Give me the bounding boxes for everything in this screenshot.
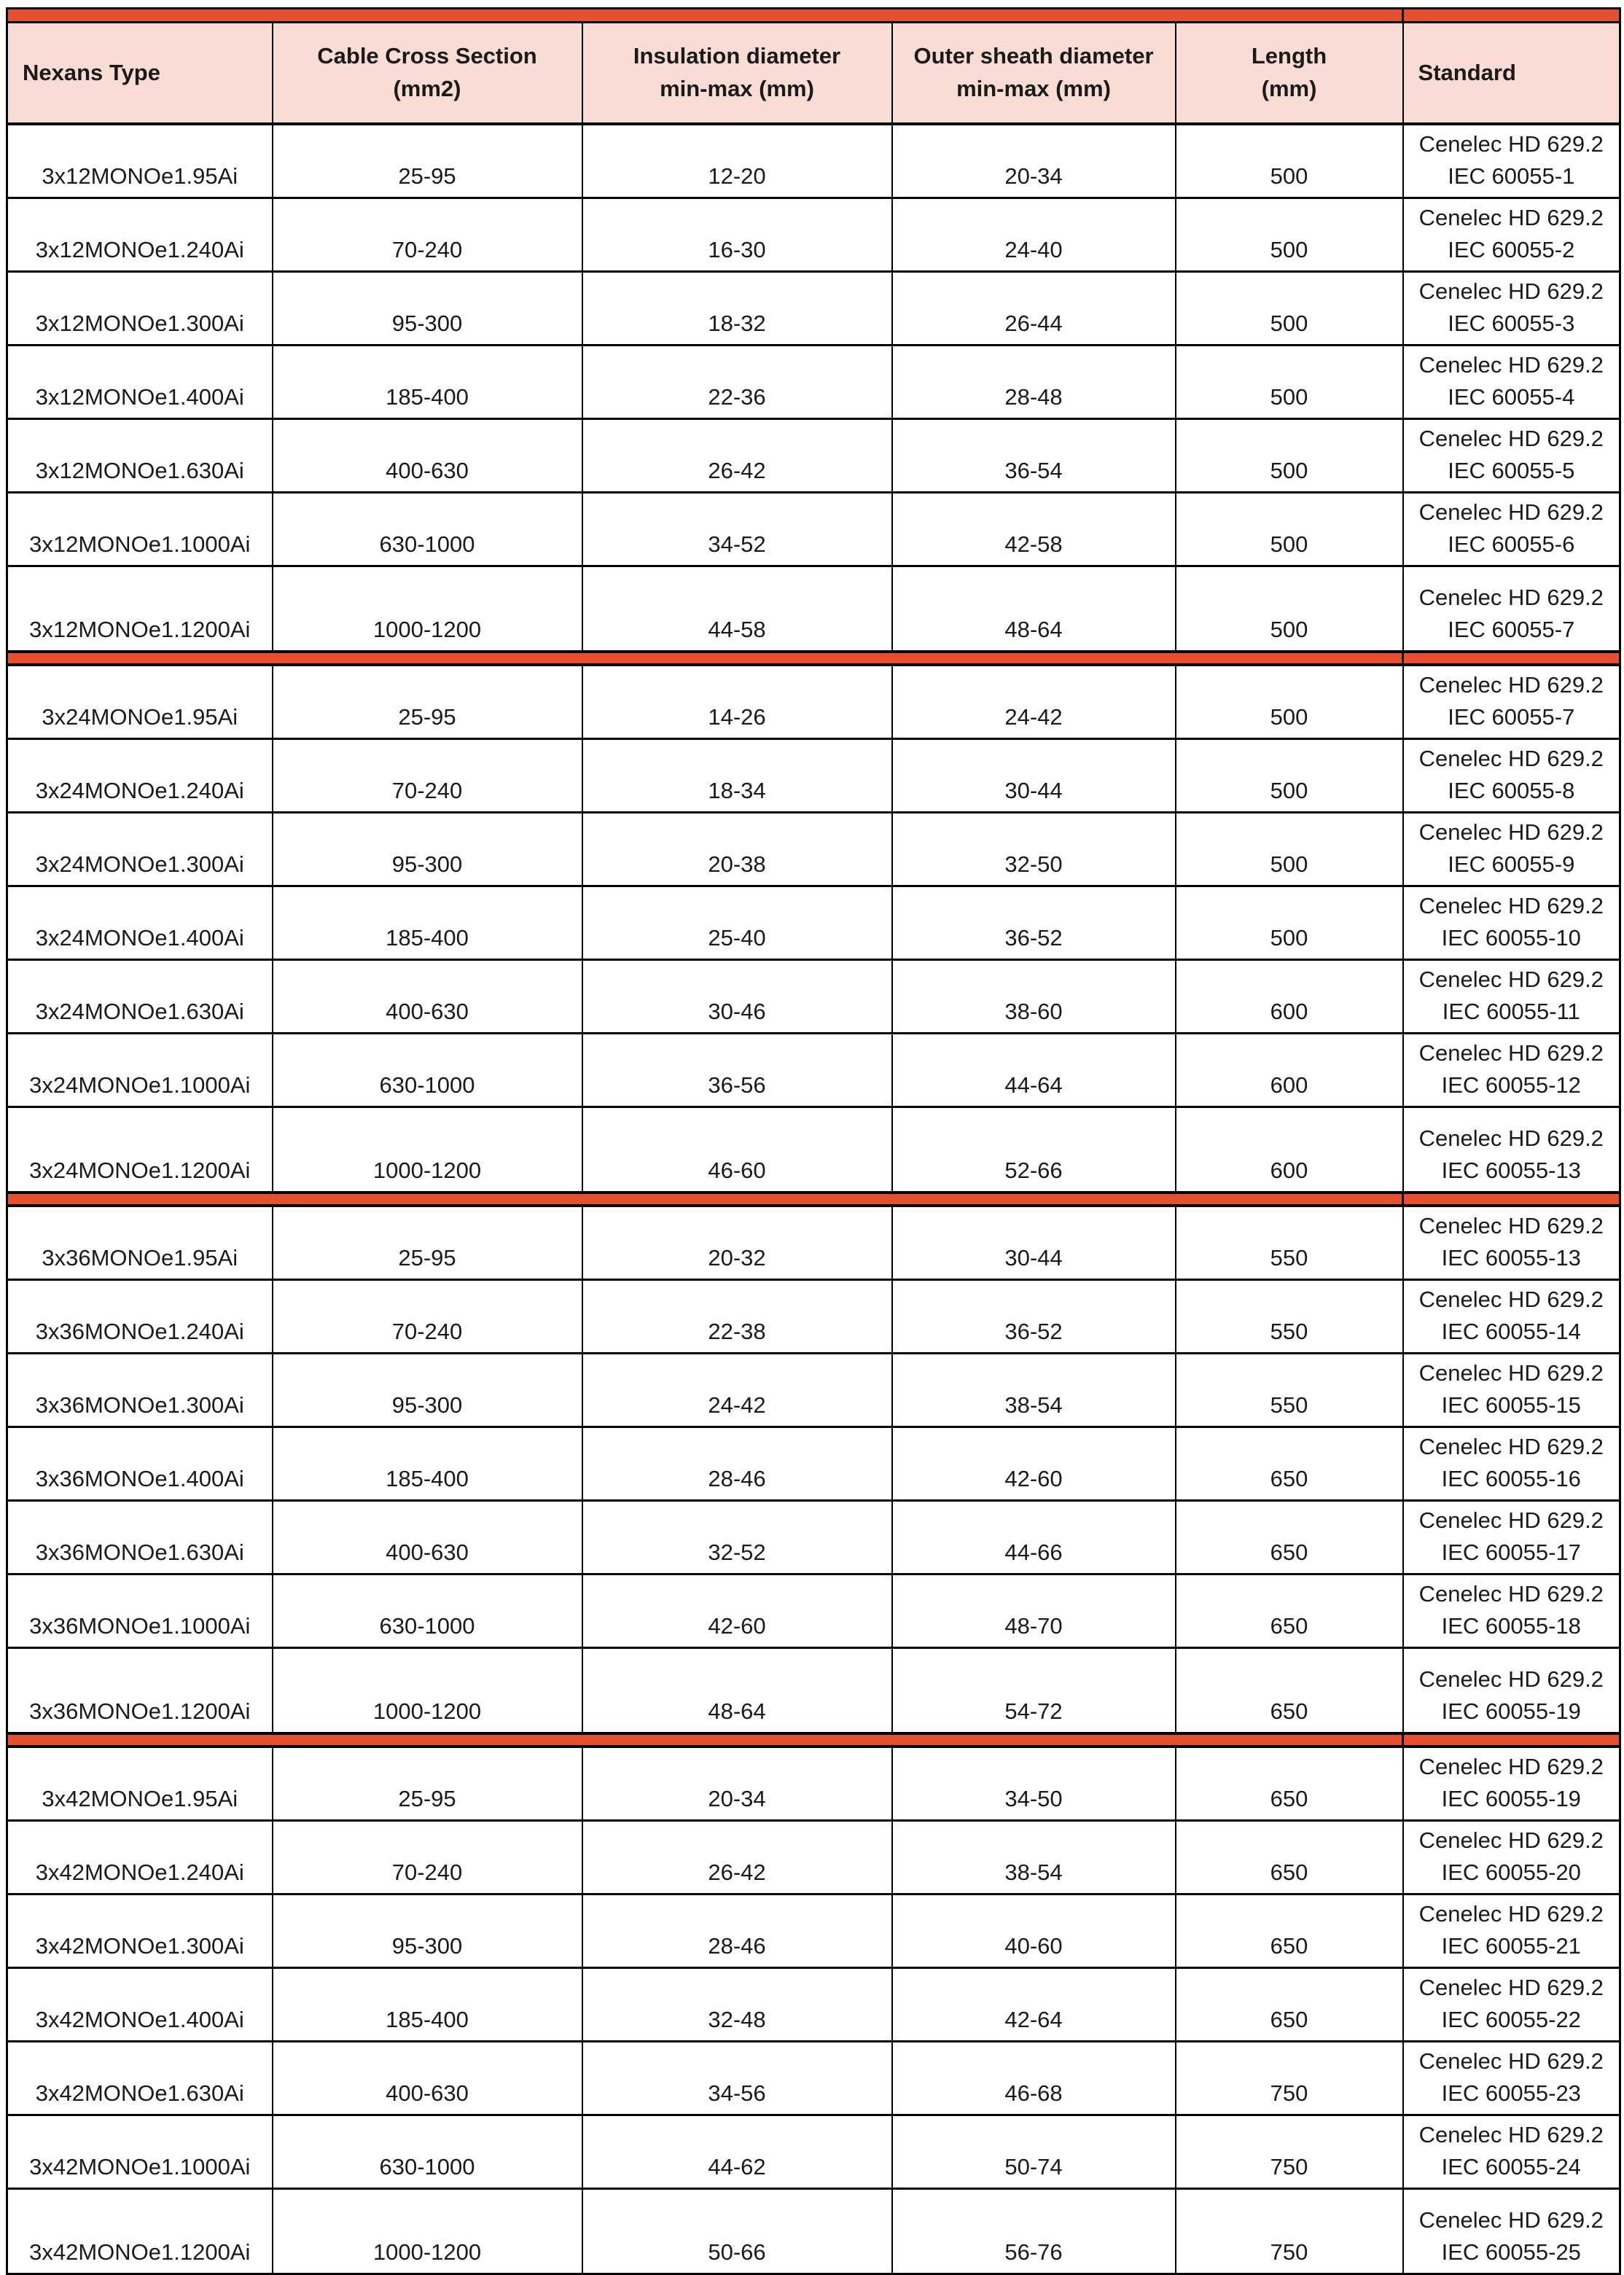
cell-length: 600: [1176, 960, 1403, 1034]
cell-insulation-diameter: 26-42: [582, 1821, 892, 1894]
cell-length: 600: [1176, 1034, 1403, 1107]
cell-length: 750: [1176, 2042, 1403, 2115]
cell-insulation-diameter: 32-48: [582, 1968, 892, 2042]
cell-cross-section: 1000-1200: [273, 2189, 582, 2274]
cell-outer-sheath-diameter: 36-54: [892, 419, 1176, 493]
cell-length: 650: [1176, 1427, 1403, 1501]
cell-nexans-type: 3x24MONOe1.95Ai: [7, 665, 273, 739]
cell-length: 500: [1176, 124, 1403, 198]
cell-insulation-diameter: 12-20: [582, 124, 892, 198]
cell-cross-section: 630-1000: [273, 1574, 582, 1648]
standard-line: IEC 60055-19: [1441, 1698, 1581, 1724]
cell-outer-sheath-diameter: 30-44: [892, 1206, 1176, 1280]
cell-cross-section: 70-240: [273, 1821, 582, 1894]
standard-line: IEC 60055-11: [1442, 999, 1580, 1024]
table-row: [7, 665, 1620, 739]
cell-outer-sheath-diameter: 56-76: [892, 2189, 1176, 2274]
standard-line: IEC 60055-25: [1441, 2239, 1581, 2265]
cell-length: 500: [1176, 272, 1403, 346]
cell-length: 550: [1176, 1354, 1403, 1427]
cell-outer-sheath-diameter: 52-66: [892, 1107, 1176, 1193]
cell-nexans-type: 3x42MONOe1.95Ai: [7, 1747, 273, 1821]
cell-cross-section: 95-300: [273, 1354, 582, 1427]
top-accent-bar-right: [1403, 9, 1620, 23]
cell-outer-sheath-diameter: 20-34: [892, 124, 1176, 198]
cell-nexans-type: 3x24MONOe1.240Ai: [7, 739, 273, 813]
standard-line: Cenelec HD 629.2: [1418, 1287, 1604, 1312]
cell-outer-sheath-diameter: 40-60: [892, 1894, 1176, 1968]
cell-length: 500: [1176, 665, 1403, 739]
cell-insulation-diameter: 32-52: [582, 1501, 892, 1574]
standard-line: Cenelec HD 629.2: [1418, 426, 1604, 451]
standard-line: Cenelec HD 629.2: [1418, 1581, 1604, 1607]
cell-nexans-type: 3x12MONOe1.630Ai: [7, 419, 273, 493]
standard-line: IEC 60055-24: [1441, 2154, 1581, 2180]
cell-outer-sheath-diameter: 44-64: [892, 1034, 1176, 1107]
table-row: [7, 493, 1620, 566]
cell-outer-sheath-diameter: 54-72: [892, 1648, 1176, 1734]
cell-cross-section: 95-300: [273, 813, 582, 886]
header-row: [7, 23, 1620, 125]
cell-nexans-type: 3x24MONOe1.300Ai: [7, 813, 273, 886]
col-header-cross-section: [273, 23, 582, 125]
cell-standard: [1403, 665, 1620, 739]
cell-insulation-diameter: 22-38: [582, 1280, 892, 1354]
top-accent-bar: [7, 9, 1620, 23]
group-separator-bar: [7, 1193, 1403, 1206]
cell-insulation-diameter: 46-60: [582, 1107, 892, 1193]
standard-line: IEC 60055-15: [1441, 1392, 1581, 1418]
cell-outer-sheath-diameter: 32-50: [892, 813, 1176, 886]
cell-insulation-diameter: 36-56: [582, 1034, 892, 1107]
cell-cross-section: 1000-1200: [273, 1648, 582, 1734]
header-line: (mm2): [393, 76, 461, 101]
cell-length: 500: [1176, 886, 1403, 960]
col-header-length: [1176, 23, 1403, 125]
table-row: [7, 1501, 1620, 1574]
cell-nexans-type: 3x24MONOe1.400Ai: [7, 886, 273, 960]
cell-nexans-type: 3x12MONOe1.300Ai: [7, 272, 273, 346]
cell-cross-section: 400-630: [273, 419, 582, 493]
standard-line: IEC 60055-13: [1441, 1245, 1581, 1271]
group-separator: [7, 1193, 1620, 1206]
cell-standard: [1403, 739, 1620, 813]
standard-line: Cenelec HD 629.2: [1418, 893, 1604, 918]
standard-line: Cenelec HD 629.2: [1418, 499, 1604, 525]
cell-standard: [1403, 2115, 1620, 2189]
cell-standard: [1403, 1894, 1620, 1968]
cell-length: 500: [1176, 419, 1403, 493]
cell-cross-section: 630-1000: [273, 493, 582, 566]
cell-outer-sheath-diameter: 50-74: [892, 2115, 1176, 2189]
cell-cross-section: 400-630: [273, 960, 582, 1034]
standard-line: Cenelec HD 629.2: [1418, 967, 1604, 992]
group-separator: [7, 1733, 1620, 1747]
standard-line: IEC 60055-14: [1441, 1319, 1581, 1344]
cell-nexans-type: 3x24MONOe1.630Ai: [7, 960, 273, 1034]
cell-nexans-type: 3x36MONOe1.1200Ai: [7, 1648, 273, 1734]
cell-cross-section: 400-630: [273, 2042, 582, 2115]
cell-length: 650: [1176, 1821, 1403, 1894]
standard-line: IEC 60055-1: [1448, 163, 1575, 189]
cell-standard: [1403, 2042, 1620, 2115]
cell-insulation-diameter: 18-32: [582, 272, 892, 346]
cell-cross-section: 25-95: [273, 1747, 582, 1821]
cell-standard: [1403, 1648, 1620, 1734]
cell-insulation-diameter: 20-32: [582, 1206, 892, 1280]
standard-line: Cenelec HD 629.2: [1418, 205, 1604, 230]
cell-insulation-diameter: 20-34: [582, 1747, 892, 1821]
cell-nexans-type: 3x36MONOe1.95Ai: [7, 1206, 273, 1280]
cell-standard: [1403, 1821, 1620, 1894]
cell-outer-sheath-diameter: 24-42: [892, 665, 1176, 739]
cell-standard: [1403, 1107, 1620, 1193]
cell-cross-section: 25-95: [273, 1206, 582, 1280]
cell-nexans-type: 3x12MONOe1.240Ai: [7, 198, 273, 272]
table-row: [7, 1648, 1620, 1734]
table-row: [7, 1574, 1620, 1648]
header-line: Insulation diameter: [633, 43, 841, 69]
table-row: [7, 346, 1620, 419]
table-row: [7, 1747, 1620, 1821]
cell-nexans-type: 3x24MONOe1.1000Ai: [7, 1034, 273, 1107]
cell-standard: [1403, 1354, 1620, 1427]
cell-nexans-type: 3x42MONOe1.1000Ai: [7, 2115, 273, 2189]
table-row: [7, 1034, 1620, 1107]
standard-line: Cenelec HD 629.2: [1418, 352, 1604, 378]
group-separator-bar: [1403, 1733, 1620, 1747]
col-header-standard: [1403, 23, 1620, 125]
cell-nexans-type: 3x42MONOe1.1200Ai: [7, 2189, 273, 2274]
cell-nexans-type: 3x42MONOe1.400Ai: [7, 1968, 273, 2042]
standard-line: Cenelec HD 629.2: [1418, 1827, 1604, 1853]
cell-outer-sheath-diameter: 26-44: [892, 272, 1176, 346]
group-separator-bar: [1403, 1193, 1620, 1206]
cell-cross-section: 1000-1200: [273, 1107, 582, 1193]
cell-standard: [1403, 198, 1620, 272]
standard-line: IEC 60055-3: [1448, 311, 1575, 336]
cell-insulation-diameter: 42-60: [582, 1574, 892, 1648]
table-row: [7, 2042, 1620, 2115]
cell-length: 650: [1176, 1894, 1403, 1968]
cell-length: 550: [1176, 1206, 1403, 1280]
header-line: Cable Cross Section: [317, 43, 537, 69]
cell-insulation-diameter: 26-42: [582, 419, 892, 493]
cell-insulation-diameter: 44-62: [582, 2115, 892, 2189]
standard-line: Cenelec HD 629.2: [1418, 131, 1604, 157]
cell-outer-sheath-diameter: 46-68: [892, 2042, 1176, 2115]
standard-line: IEC 60055-8: [1448, 778, 1575, 803]
table-row: [7, 198, 1620, 272]
cell-outer-sheath-diameter: 48-70: [892, 1574, 1176, 1648]
col-header-insulation: [582, 23, 892, 125]
cell-nexans-type: 3x42MONOe1.630Ai: [7, 2042, 273, 2115]
cell-insulation-diameter: 14-26: [582, 665, 892, 739]
cell-nexans-type: 3x36MONOe1.400Ai: [7, 1427, 273, 1501]
standard-line: Cenelec HD 629.2: [1418, 1125, 1604, 1151]
cell-insulation-diameter: 22-36: [582, 346, 892, 419]
cell-nexans-type: 3x12MONOe1.1200Ai: [7, 566, 273, 652]
cell-outer-sheath-diameter: 42-58: [892, 493, 1176, 566]
cell-length: 500: [1176, 198, 1403, 272]
cell-standard: [1403, 1747, 1620, 1821]
cell-cross-section: 70-240: [273, 1280, 582, 1354]
cell-standard: [1403, 1501, 1620, 1574]
col-header-nexans-type: [7, 23, 273, 125]
standard-line: Cenelec HD 629.2: [1418, 2122, 1604, 2147]
cell-length: 500: [1176, 346, 1403, 419]
table-row: [7, 1206, 1620, 1280]
cell-cross-section: 95-300: [273, 272, 582, 346]
cell-insulation-diameter: 50-66: [582, 2189, 892, 2274]
cell-length: 500: [1176, 739, 1403, 813]
cell-cross-section: 400-630: [273, 1501, 582, 1574]
table-row: [7, 960, 1620, 1034]
cell-outer-sheath-diameter: 28-48: [892, 346, 1176, 419]
cell-nexans-type: 3x42MONOe1.240Ai: [7, 1821, 273, 1894]
table-row: [7, 1821, 1620, 1894]
cell-standard: [1403, 2189, 1620, 2274]
cell-standard: [1403, 960, 1620, 1034]
cell-outer-sheath-diameter: 38-54: [892, 1821, 1176, 1894]
standard-line: IEC 60055-5: [1448, 458, 1575, 483]
cell-nexans-type: 3x12MONOe1.1000Ai: [7, 493, 273, 566]
cell-standard: [1403, 419, 1620, 493]
cell-outer-sheath-diameter: 36-52: [892, 886, 1176, 960]
standard-line: Cenelec HD 629.2: [1418, 1360, 1604, 1386]
standard-line: Cenelec HD 629.2: [1418, 278, 1604, 304]
cable-specs-table: [6, 7, 1621, 2275]
cell-standard: [1403, 813, 1620, 886]
cell-nexans-type: 3x24MONOe1.1200Ai: [7, 1107, 273, 1193]
standard-line: Cenelec HD 629.2: [1418, 1901, 1604, 1927]
cell-length: 650: [1176, 1574, 1403, 1648]
cell-standard: [1403, 272, 1620, 346]
cell-length: 650: [1176, 1648, 1403, 1734]
cell-standard: [1403, 346, 1620, 419]
table-row: [7, 813, 1620, 886]
cell-cross-section: 630-1000: [273, 1034, 582, 1107]
table-row: [7, 1968, 1620, 2042]
cell-length: 600: [1176, 1107, 1403, 1193]
cell-cross-section: 70-240: [273, 198, 582, 272]
group-separator-bar: [7, 1733, 1403, 1747]
header-line: min-max (mm): [660, 76, 814, 101]
cell-cross-section: 70-240: [273, 739, 582, 813]
group-separator: [7, 652, 1620, 665]
standard-line: IEC 60055-10: [1441, 925, 1581, 951]
cell-cross-section: 630-1000: [273, 2115, 582, 2189]
cell-standard: [1403, 1206, 1620, 1280]
standard-line: IEC 60055-4: [1448, 384, 1575, 410]
cell-insulation-diameter: 48-64: [582, 1648, 892, 1734]
cell-outer-sheath-diameter: 30-44: [892, 739, 1176, 813]
standard-line: Cenelec HD 629.2: [1418, 746, 1604, 771]
col-header-outer-sheath: [892, 23, 1176, 125]
standard-line: Cenelec HD 629.2: [1418, 1434, 1604, 1459]
standard-line: Cenelec HD 629.2: [1418, 1507, 1604, 1533]
header-line: (mm): [1261, 76, 1317, 101]
cell-cross-section: 185-400: [273, 886, 582, 960]
standard-line: IEC 60055-22: [1441, 2007, 1581, 2032]
cell-outer-sheath-diameter: 38-60: [892, 960, 1176, 1034]
group-separator-bar: [7, 652, 1403, 665]
standard-line: Cenelec HD 629.2: [1418, 1754, 1604, 1779]
standard-line: Cenelec HD 629.2: [1418, 1666, 1604, 1692]
table-row: [7, 1107, 1620, 1193]
standard-line: IEC 60055-20: [1441, 1860, 1581, 1885]
cell-outer-sheath-diameter: 42-64: [892, 1968, 1176, 2042]
cell-insulation-diameter: 28-46: [582, 1894, 892, 1968]
table-row: [7, 124, 1620, 198]
cell-insulation-diameter: 44-58: [582, 566, 892, 652]
cell-length: 500: [1176, 566, 1403, 652]
cell-nexans-type: 3x42MONOe1.300Ai: [7, 1894, 273, 1968]
cell-length: 750: [1176, 2189, 1403, 2274]
standard-line: Cenelec HD 629.2: [1418, 2207, 1604, 2233]
table-row: [7, 1280, 1620, 1354]
cell-cross-section: 25-95: [273, 665, 582, 739]
table-row: [7, 1354, 1620, 1427]
cell-cross-section: 1000-1200: [273, 566, 582, 652]
standard-line: IEC 60055-9: [1448, 851, 1575, 877]
standard-line: IEC 60055-12: [1441, 1072, 1581, 1098]
table-header: [7, 9, 1620, 125]
table-row: [7, 2189, 1620, 2274]
cell-nexans-type: 3x36MONOe1.240Ai: [7, 1280, 273, 1354]
standard-line: IEC 60055-16: [1441, 1466, 1581, 1491]
standard-line: IEC 60055-21: [1441, 1933, 1581, 1959]
cell-insulation-diameter: 34-52: [582, 493, 892, 566]
cell-standard: [1403, 1034, 1620, 1107]
header-line: Standard: [1418, 59, 1516, 85]
cell-insulation-diameter: 34-56: [582, 2042, 892, 2115]
table-row: [7, 886, 1620, 960]
standard-line: Cenelec HD 629.2: [1418, 2048, 1604, 2074]
cell-cross-section: 185-400: [273, 1427, 582, 1501]
header-line: min-max (mm): [956, 76, 1111, 101]
cell-outer-sheath-diameter: 44-66: [892, 1501, 1176, 1574]
cell-standard: [1403, 1968, 1620, 2042]
standard-line: IEC 60055-2: [1448, 237, 1575, 262]
table-row: [7, 419, 1620, 493]
cell-nexans-type: 3x36MONOe1.300Ai: [7, 1354, 273, 1427]
group-separator-bar: [1403, 652, 1620, 665]
cell-length: 650: [1176, 1501, 1403, 1574]
cell-outer-sheath-diameter: 42-60: [892, 1427, 1176, 1501]
header-line: Length: [1251, 43, 1327, 69]
cell-cross-section: 185-400: [273, 1968, 582, 2042]
cell-length: 750: [1176, 2115, 1403, 2189]
cell-length: 650: [1176, 1747, 1403, 1821]
cell-cross-section: 95-300: [273, 1894, 582, 1968]
cell-cross-section: 25-95: [273, 124, 582, 198]
cell-standard: [1403, 886, 1620, 960]
cell-insulation-diameter: 28-46: [582, 1427, 892, 1501]
cell-nexans-type: 3x12MONOe1.400Ai: [7, 346, 273, 419]
cell-length: 650: [1176, 1968, 1403, 2042]
cell-insulation-diameter: 25-40: [582, 886, 892, 960]
table-row: [7, 739, 1620, 813]
cell-insulation-diameter: 18-34: [582, 739, 892, 813]
cell-insulation-diameter: 20-38: [582, 813, 892, 886]
cell-standard: [1403, 1574, 1620, 1648]
cell-standard: [1403, 566, 1620, 652]
cell-length: 550: [1176, 1280, 1403, 1354]
cell-standard: [1403, 1427, 1620, 1501]
standard-line: IEC 60055-17: [1441, 1540, 1581, 1565]
table-row: [7, 2115, 1620, 2189]
cell-standard: [1403, 493, 1620, 566]
top-accent-bar-left: [7, 9, 1403, 23]
header-line: Nexans Type: [23, 59, 160, 85]
standard-line: Cenelec HD 629.2: [1418, 819, 1604, 845]
cell-nexans-type: 3x36MONOe1.1000Ai: [7, 1574, 273, 1648]
standard-line: Cenelec HD 629.2: [1418, 1975, 1604, 2000]
standard-line: IEC 60055-23: [1441, 2080, 1581, 2106]
standard-line: Cenelec HD 629.2: [1418, 585, 1604, 610]
table-row: [7, 1427, 1620, 1501]
standard-line: Cenelec HD 629.2: [1418, 1213, 1604, 1238]
table-row: [7, 1894, 1620, 1968]
cell-standard: [1403, 1280, 1620, 1354]
header-line: Outer sheath diameter: [913, 43, 1154, 69]
cell-outer-sheath-diameter: 36-52: [892, 1280, 1176, 1354]
cell-outer-sheath-diameter: 34-50: [892, 1747, 1176, 1821]
standard-line: IEC 60055-7: [1448, 617, 1575, 642]
cell-insulation-diameter: 24-42: [582, 1354, 892, 1427]
cell-length: 500: [1176, 813, 1403, 886]
standard-line: Cenelec HD 629.2: [1418, 1040, 1604, 1066]
cell-outer-sheath-diameter: 24-40: [892, 198, 1176, 272]
standard-line: IEC 60055-7: [1448, 704, 1575, 730]
table-body: [7, 124, 1620, 2274]
standard-line: IEC 60055-13: [1441, 1158, 1581, 1183]
table-row: [7, 272, 1620, 346]
cell-insulation-diameter: 16-30: [582, 198, 892, 272]
cell-outer-sheath-diameter: 38-54: [892, 1354, 1176, 1427]
cell-outer-sheath-diameter: 48-64: [892, 566, 1176, 652]
cell-cross-section: 185-400: [273, 346, 582, 419]
table-row: [7, 566, 1620, 652]
standard-line: Cenelec HD 629.2: [1418, 672, 1604, 698]
standard-line: IEC 60055-18: [1441, 1613, 1581, 1639]
cell-insulation-diameter: 30-46: [582, 960, 892, 1034]
cell-nexans-type: 3x12MONOe1.95Ai: [7, 124, 273, 198]
standard-line: IEC 60055-19: [1441, 1786, 1581, 1811]
cell-standard: [1403, 124, 1620, 198]
cell-nexans-type: 3x36MONOe1.630Ai: [7, 1501, 273, 1574]
cell-length: 500: [1176, 493, 1403, 566]
standard-line: IEC 60055-6: [1448, 531, 1575, 557]
